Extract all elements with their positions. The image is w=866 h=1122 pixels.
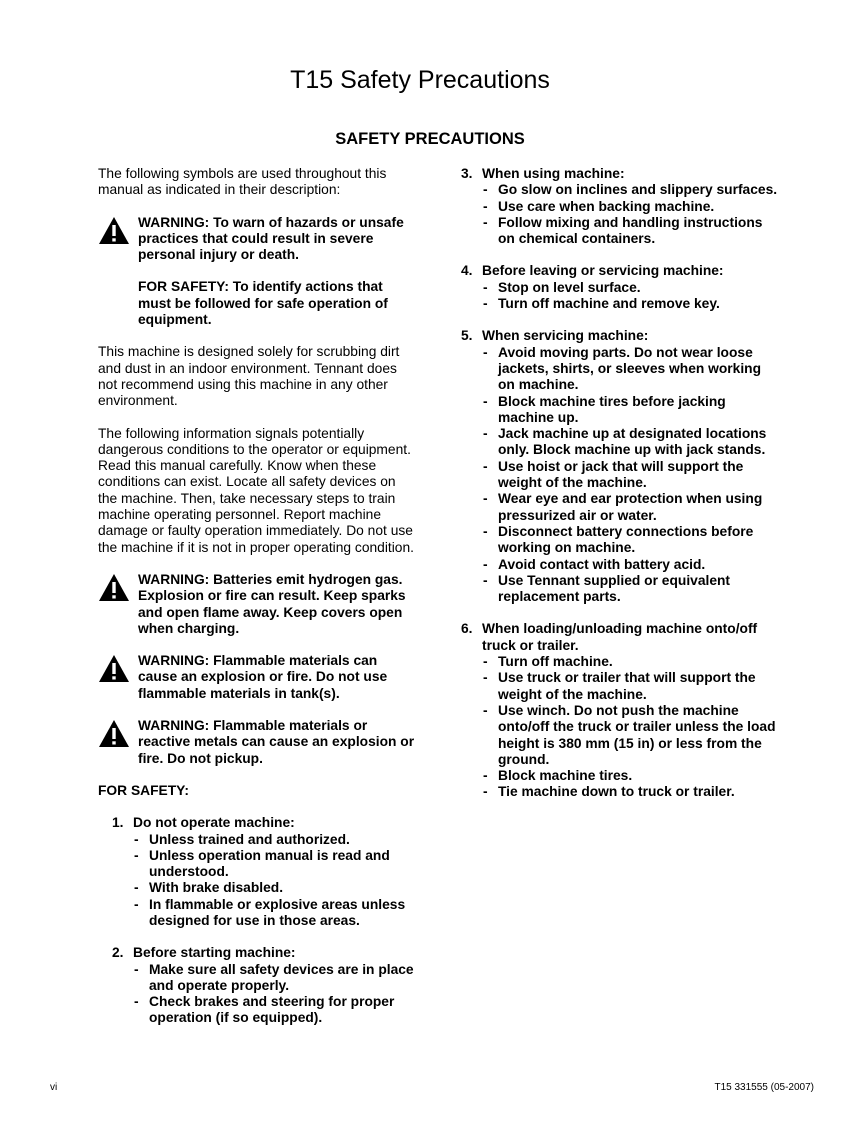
- sub-item: - Disconnect battery connections before working on machine.: [483, 523, 754, 556]
- sub-item: - Wear eye and ear protection when using pressurized air or water.: [483, 491, 763, 523]
- sub-item: - Use care when backing machine.: [483, 198, 715, 214]
- sub-item: - Turn off machine and remove key.: [483, 296, 720, 312]
- warning-triangle-icon: [98, 718, 138, 752]
- for-safety-symbol-text: FOR SAFETY: To identify actions that must be followed for safe operation of equipment.: [138, 279, 388, 328]
- page-title: T15 Safety Precautions: [290, 66, 550, 94]
- item-title: When servicing machine:: [482, 328, 649, 344]
- right-column: [461, 166, 781, 817]
- sub-item: - Avoid contact with battery acid.: [483, 556, 706, 572]
- sub-item: - Stop on level surface.: [483, 279, 641, 295]
- document-id: T15 331555 (05-2007): [714, 1082, 814, 1093]
- sub-item: - Tie machine down to truck or trailer.: [483, 784, 735, 800]
- item-title: When using machine:: [482, 166, 625, 181]
- flammable-materials-warning-text: WARNING: Flammable materials can cause an explosion or fire. Do not use flammable materials in tank(s).: [138, 653, 388, 701]
- sub-item: - Jack machine up at designated locations only. Block machine up with jack stands.: [483, 426, 767, 458]
- page-number: vi: [50, 1082, 58, 1093]
- list-item: [461, 328, 781, 605]
- safety-list-left: [98, 815, 418, 1027]
- sub-item: - Use Tennant supplied or equivalent replacement parts.: [483, 572, 731, 605]
- battery-warning: [98, 572, 418, 637]
- item-number: 1.: [112, 815, 124, 831]
- item-title: Before starting machine:: [133, 945, 296, 961]
- sub-item: - Turn off machine.: [483, 654, 613, 670]
- sub-item: - Avoid moving parts. Do not wear loose jackets, shirts, or sleeves when working on machine.: [483, 344, 762, 393]
- sub-item: - Use hoist or jack that will support the weight of the machine.: [483, 458, 744, 491]
- item-number: 6.: [461, 621, 473, 637]
- item-number: 3.: [461, 166, 473, 181]
- sub-item: - In flammable or explosive areas unless designed for use in those areas.: [134, 896, 406, 928]
- sub-item: - Make sure all safety devices are in place and operate properly.: [134, 961, 414, 993]
- sub-item: - Block machine tires.: [483, 768, 633, 784]
- item-number: 5.: [461, 328, 473, 344]
- section-heading: SAFETY PRECAUTIONS: [335, 130, 525, 148]
- sub-item: - Check brakes and steering for proper operation (if so equipped).: [134, 994, 395, 1026]
- list-item: [461, 621, 781, 800]
- item-title: Do not operate machine:: [133, 815, 295, 831]
- safety-list-right: [461, 166, 781, 801]
- sub-item: - Unless operation manual is read and understood.: [134, 847, 390, 880]
- sub-item: - Go slow on inclines and slippery surfaces.: [483, 182, 778, 198]
- warning-triangle-icon: [98, 572, 138, 606]
- warning-triangle-icon: [98, 653, 138, 687]
- flammable-materials-warning: [98, 653, 418, 702]
- sub-item: - Use truck or trailer that will support the weight of the machine.: [483, 670, 756, 702]
- info-paragraph: The following information signals potentially dangerous conditions to the operator or equipment. Read this manual carefully. Know when these conditions can exist. Locate all safety devices on the machine. Then, take necessary steps to train machine operating personnel. Report machine damage or faulty operation immediately. Do not use the machine if it is not in proper operating condition.: [98, 425, 414, 555]
- sub-item: - With brake disabled.: [134, 880, 284, 896]
- list-item: [98, 945, 418, 1026]
- reactive-metals-warning: [98, 718, 418, 767]
- item-number: 2.: [112, 945, 124, 961]
- sub-item: - Block machine tires before jacking machine up.: [483, 393, 726, 425]
- list-item: [461, 263, 781, 312]
- sub-item: - Follow mixing and handling instructions on chemical containers.: [483, 214, 763, 247]
- warning-symbol-text: WARNING: To warn of hazards or unsafe practices that could result in severe personal injury or death.: [138, 214, 404, 263]
- sub-item: - Unless trained and authorized.: [134, 831, 350, 847]
- sub-item: - Use winch. Do not push the machine onto/off the truck or trailer unless the load height is 380 mm (15 in) or less from the ground.: [483, 702, 776, 767]
- list-item: [461, 166, 781, 247]
- for-safety-label: FOR SAFETY:: [98, 782, 189, 798]
- warning-symbol-block: [98, 215, 418, 264]
- item-number: 4.: [461, 263, 473, 279]
- left-column: [98, 166, 418, 1043]
- intro-paragraph: The following symbols are used throughout this manual as indicated in their description:: [98, 166, 387, 198]
- battery-warning-text: WARNING: Batteries emit hydrogen gas. Explosion or fire can result. Keep sparks and open flame away. Keep covers open when charging.: [138, 571, 406, 636]
- warning-triangle-icon: [98, 215, 138, 249]
- design-paragraph: This machine is designed solely for scrubbing dirt and dust in an indoor environment. Tennant does not recommend using this machine in any other environment.: [98, 344, 400, 409]
- list-item: [98, 815, 418, 929]
- item-title: When loading/unloading machine onto/off truck or trailer.: [482, 621, 758, 653]
- reactive-metals-warning-text: WARNING: Flammable materials or reactive metals can cause an explosion or fire. Do not pickup.: [138, 718, 415, 766]
- item-title: Before leaving or servicing machine:: [482, 263, 724, 279]
